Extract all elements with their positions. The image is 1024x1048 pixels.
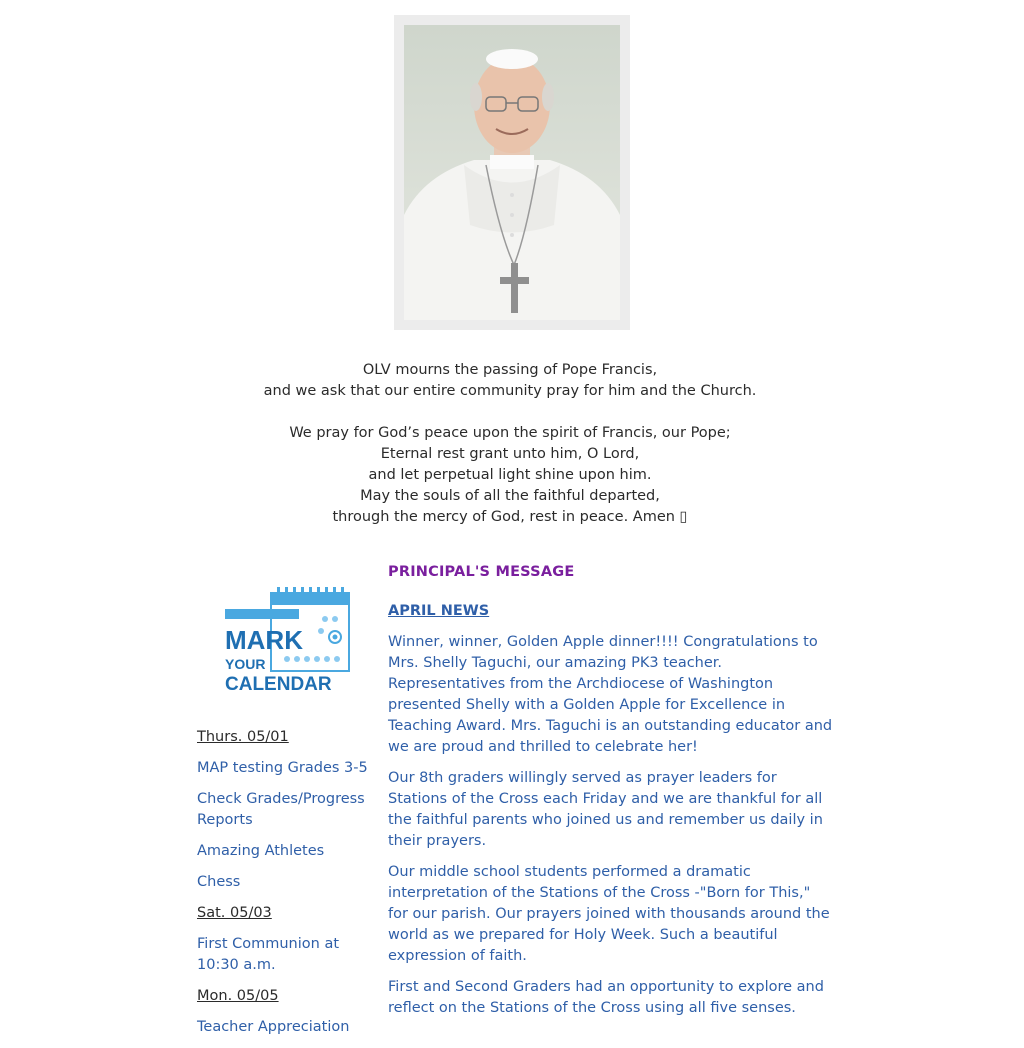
logo-word-mark: MARK — [225, 625, 303, 655]
calendar-event-list — [197, 727, 372, 1038]
memorial-message — [0, 360, 1020, 528]
event-link[interactable]: Teacher Appreciation — [197, 1019, 350, 1035]
news-paragraph: Winner, winner, Golden Apple dinner!!!! Congratulations to Mrs. Shelly Taguchi, our amazing PK3 teacher. Representatives from the Archdiocese of Washington presented Shelly with a Golden Apple for Excellence in Teaching Award. Mrs. Taguchi is an outstanding educator and we are proud and thrilled to celebrate her! — [388, 634, 833, 755]
section-heading: PRINCIPAL'S MESSAGE — [388, 564, 575, 580]
news-paragraph: First and Second Graders had an opportunity to explore and reflect on the Stations of the Cross using all five senses. — [388, 979, 824, 1016]
event-link[interactable]: MAP testing Grades 3-5 — [197, 760, 368, 776]
mark-your-calendar-logo — [225, 585, 351, 693]
memorial-line: May the souls of all the faithful departed, — [360, 488, 660, 504]
logo-word-your: YOUR — [225, 656, 266, 672]
memorial-line: and let perpetual light shine upon him. — [368, 467, 652, 483]
pope-portrait-frame — [394, 15, 630, 330]
event-link[interactable]: Amazing Athletes — [197, 843, 325, 859]
event-date: Sat. 05/03 — [197, 905, 272, 921]
memorial-line: and we ask that our entire community pray for him and the Church. — [263, 383, 757, 399]
event-link[interactable]: Check Grades/Progress Reports — [197, 791, 365, 828]
pope-portrait-image — [404, 25, 620, 320]
logo-word-calendar: CALENDAR — [225, 674, 332, 695]
event-link[interactable]: Chess — [197, 874, 241, 890]
principal-message — [388, 562, 833, 1029]
memorial-line: through the mercy of God, rest in peace. Amen ▯ — [332, 509, 688, 525]
event-date: Mon. 05/05 — [197, 988, 279, 1004]
event-date: Thurs. 05/01 — [197, 729, 289, 745]
memorial-line: Eternal rest grant unto him, O Lord, — [380, 446, 640, 462]
memorial-line: OLV mourns the passing of Pope Francis, — [362, 362, 658, 378]
calendar-sidebar — [197, 585, 372, 1048]
news-paragraph: Our 8th graders willingly served as prayer leaders for Stations of the Cross each Friday and we are thankful for all the faithful parents who joined us and remember us daily in their prayers. — [388, 770, 823, 849]
news-paragraph: Our middle school students performed a dramatic interpretation of the Stations of the Cross -"Born for This," for our parish. Our prayers joined with thousands around the world as we prepared for Holy Week. Such a beautiful expression of faith. — [388, 864, 830, 964]
april-news-link[interactable]: APRIL NEWS — [388, 603, 490, 619]
event-link[interactable]: First Communion at 10:30 a.m. — [197, 936, 340, 973]
memorial-line: We pray for God’s peace upon the spirit of Francis, our Pope; — [289, 425, 731, 441]
